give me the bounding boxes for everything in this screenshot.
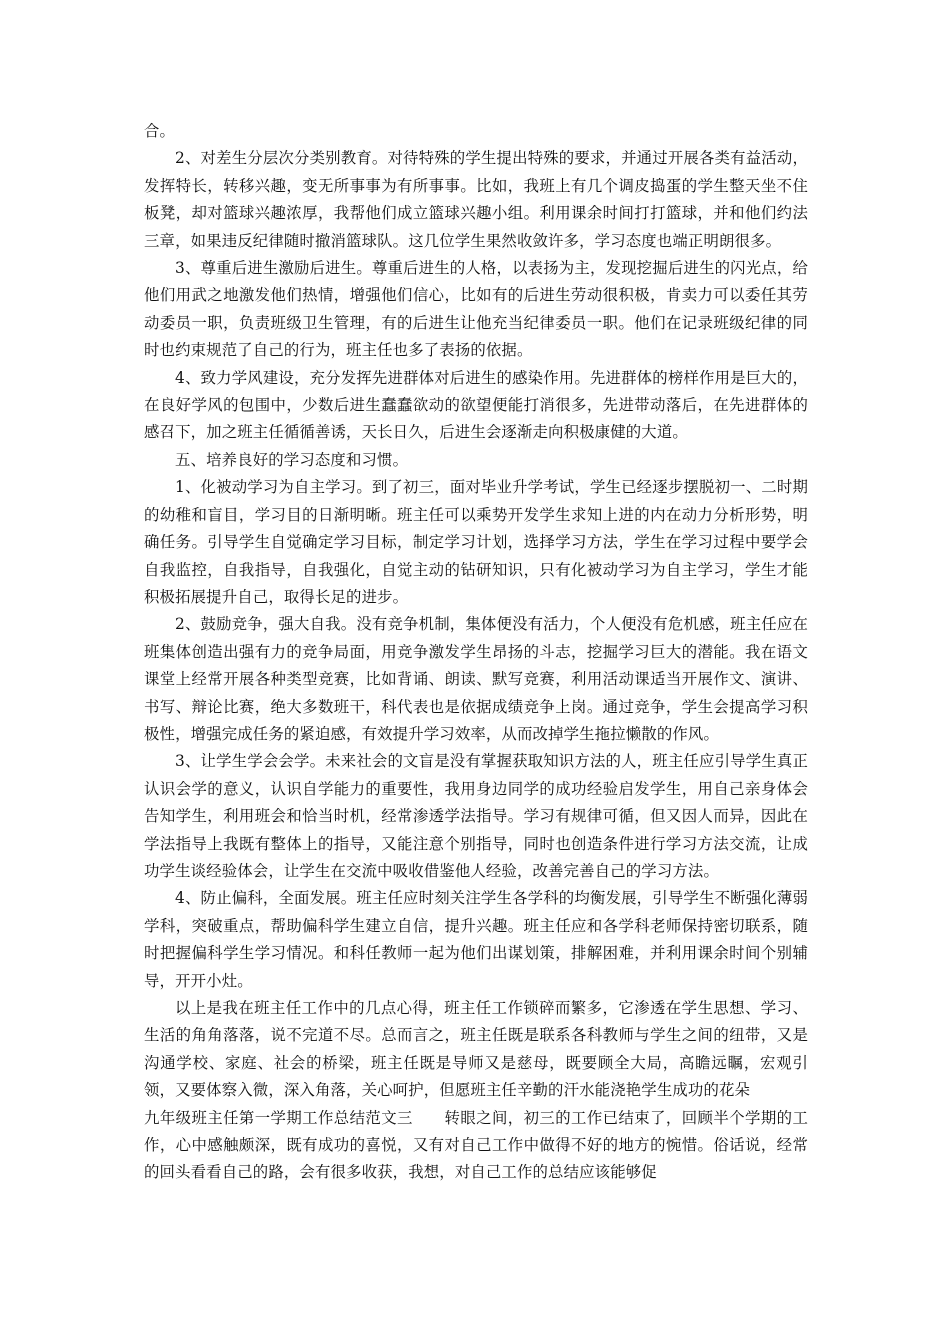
paragraph-conclusion: 以上是我在班主任工作中的几点心得，班主任工作锁碎而繁多，它渗透在学生思想、学习、生活的角角落落，说不完道不尽。总而言之，班主任既是联系各科教师与学生之间的纽带，又是沟通学校、家庭、社会的桥梁，班主任既是导师又是慈母，既要顾全大局，高瞻远瞩，宏观引领，又要体察入微，深入角落，关心呵护，但愿班主任辛勤的汗水能浇艳学生成功的花朵 <box>144 999 808 1100</box>
section-heading-five: 五、培养良好的学习态度和习惯。 <box>175 450 409 469</box>
paragraph-five-point-1: 1、化被动学习为自主学习。到了初三，面对毕业升学考试，学生已经逐步摆脱初一、二时期的幼稚和盲目，学习目的日渐明晰。班主任可以乘势开发学生求知上进的内在动力分析形势，明确任务。引导学生自觉确定学习目标，制定学习计划，选择学习方法，学生在学习过程中要学会自我监控，自我指导，自我强化，自觉主动的钻研知识，只有化被动学习为自主学习，学生才能积极拓展提升自己，取得长足的进步。 <box>144 478 808 606</box>
paragraph-point-3-respect-students: 3、尊重后进生激励后进生。尊重后进生的人格，以表扬为主，发现挖掘后进生的闪光点，给他们用武之地激发他们热情，增强他们信心，比如有的后进生劳动很积极，肯卖力可以委任其劳动委员一职，负责班级卫生管理，有的后进生让他充当纪律委员一职。他们在记录班级纪律的同时也约束规范了自己的行为，班主任也多了表扬的依据。 <box>144 259 808 360</box>
paragraph-five-point-4: 4、防止偏科，全面发展。班主任应时刻关注学生各学科的均衡发展，引导学生不断强化薄弱学科，突破重点，帮助偏科学生建立自信，提升兴趣。班主任应和各学科老师保持密切联系，随时把握偏科学生学习情况。和科任教师一起为他们出谋划策，排解困难，并利用课余时间个别辅导，开开小灶。 <box>144 889 808 990</box>
paragraph-essay-three <box>144 1105 808 1187</box>
document-page <box>144 118 808 1187</box>
paragraph-five-point-3: 3、让学生学会会学。未来社会的文盲是没有掌握获取知识方法的人，班主任应引导学生真正认识会学的意义，认识自学能力的重要性，我用身边同学的成功经验启发学生，用自己亲身体会告知学生，利用班会和恰当时机，经常渗透学法指导。学习有规律可循，但又因人而异，因此在学法指导上我既有整体上的指导，又能注意个别指导，同时也创造条件进行学习方法交流，让成功学生谈经验体会，让学生在交流中吸收借鉴他人经验，改善完善自己的学习方法。 <box>144 752 808 880</box>
essay-three-title: 九年级班主任第一学期工作总结范文三 <box>144 1108 413 1127</box>
paragraph-point-4-study-atmosphere: 4、致力学风建设，充分发挥先进群体对后进生的感染作用。先进群体的榜样作用是巨大的，在良好学风的包围中，少数后进生蠢蠢欲动的欲望便能打消很多，先进带动落后，在先进群体的感召下，加之班主任循循善诱，天长日久，后进生会逐渐走向积极康健的大道。 <box>144 368 808 442</box>
paragraph-point-2-struggling-students: 2、对差生分层次分类别教育。对待特殊的学生提出特殊的要求，并通过开展各类有益活动，发挥特长，转移兴趣，变无所事事为有所事事。比如，我班上有几个调皮捣蛋的学生整天坐不住板凳，却对篮球兴趣浓厚，我帮他们成立篮球兴趣小组。利用课余时间打打篮球，并和他们约法三章，如果违反纪律随时撤消篮球队。这几位学生果然收敛许多，学习态度也端正明朗很多。 <box>144 149 808 250</box>
essay-three-text: 转眼之间，初三的工作已结束了，回顾半个学期的工作，心中感触颇深，既有成功的喜悦，又有对自己工作中做得不好的地方的惋惜。俗话说，经常的回头看看自己的路，会有很多收获，我想，对自己工作的总结应该能够促 <box>144 1108 808 1182</box>
paragraph-continuation: 合。 <box>144 122 176 140</box>
paragraph-five-point-2: 2、鼓励竞争，强大自我。没有竞争机制，集体便没有活力，个人便没有危机感，班主任应在班集体创造出强有力的竞争局面，用竞争激发学生昂扬的斗志，挖掘学习巨大的潜能。我在语文课堂上经常开展各种类型竞赛，比如背诵、朗读、默写竞赛，利用活动课适当开展作文、演讲、书写、辩论比赛，绝大多数班干，科代表也是依据成绩竞争上岗。通过竞争，学生会提高学习积极性，增强完成任务的紧迫感，有效提升学习效率，从而改掉学生拖拉懒散的作风。 <box>144 615 808 743</box>
essay-three-gap <box>413 1109 445 1127</box>
